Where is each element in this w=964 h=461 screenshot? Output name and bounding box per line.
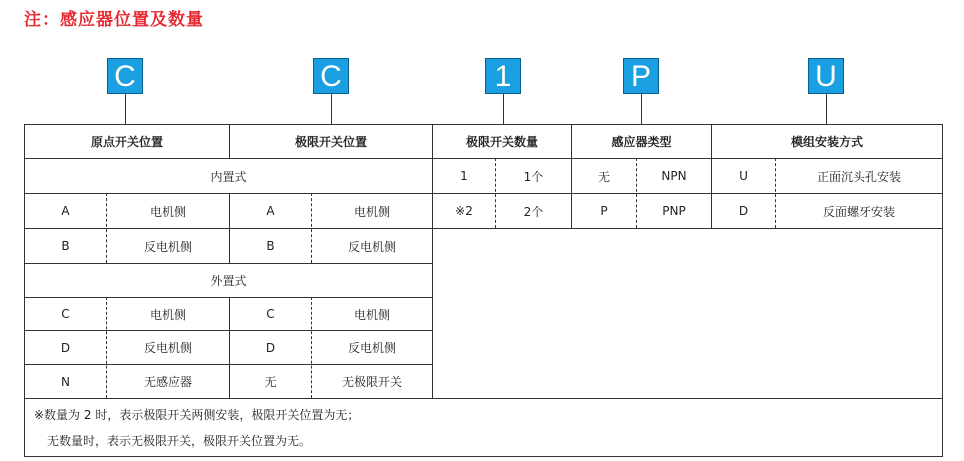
limit-count-desc: 1个 — [523, 169, 544, 184]
connector-line — [503, 94, 504, 124]
connector-line — [125, 94, 126, 124]
connector-line — [641, 94, 642, 124]
limit-external-desc: 反电机侧 — [347, 341, 396, 355]
mount-desc: 正面沉头孔安装 — [816, 169, 901, 184]
sensor-type-code: 无 — [597, 169, 610, 184]
code-box-mount: U — [808, 58, 844, 94]
connector-line — [826, 94, 827, 124]
origin-internal-desc: 反电机侧 — [143, 239, 192, 254]
origin-external-desc: 反电机侧 — [143, 341, 192, 355]
limit-internal-desc: 电机侧 — [353, 204, 390, 219]
limit-external-desc: 电机侧 — [353, 307, 390, 322]
sensor-type-code: P — [600, 204, 608, 218]
mount-desc: 反面螺牙安装 — [822, 204, 895, 219]
limit-count-code: 1 — [460, 169, 468, 183]
note-line-2: 无数量时，表示无极限开关，极限开关位置为无。 — [47, 434, 312, 448]
sensor-type-desc: NPN — [661, 169, 687, 183]
page-heading: 注：感应器位置及数量 — [24, 10, 204, 30]
header-limit-count: 极限开关数量 — [465, 135, 538, 149]
grid-line — [25, 398, 942, 399]
limit-count-desc: 2个 — [523, 204, 544, 219]
origin-external-code: N — [61, 374, 70, 389]
header-mount: 模组安装方式 — [790, 135, 863, 149]
code-box-limit: C — [313, 58, 349, 94]
limit-internal-desc: 反电机侧 — [347, 239, 396, 254]
origin-external-code: D — [60, 340, 71, 355]
note-line-1: ※数量为 2 时，表示极限开关两侧安装，极限开关位置为无； — [34, 408, 360, 422]
connector-line — [331, 94, 332, 124]
origin-internal-desc: 电机侧 — [149, 204, 186, 219]
header-limit-switch: 极限开关位置 — [294, 135, 367, 149]
limit-count-code: ※2 — [455, 204, 473, 218]
code-box-count: 1 — [485, 58, 521, 94]
sensor-spec-table — [24, 124, 943, 457]
header-origin-switch: 原点开关位置 — [90, 135, 163, 149]
origin-internal-code: A — [61, 204, 70, 218]
mount-code: U — [739, 169, 748, 183]
limit-external-code: D — [265, 340, 276, 355]
code-box-origin: C — [107, 58, 143, 94]
origin-external-desc: 电机侧 — [149, 307, 186, 322]
mount-code: D — [738, 204, 749, 218]
code-box-sensor: P — [623, 58, 659, 94]
limit-external-desc: 无极限开关 — [341, 375, 402, 389]
group-external-label: 外置式 — [210, 274, 247, 288]
limit-external-code: 无 — [264, 375, 277, 389]
limit-external-code: C — [266, 307, 275, 321]
sensor-type-desc: PNP — [662, 204, 686, 218]
limit-internal-code: B — [266, 239, 275, 253]
origin-external-code: C — [61, 307, 70, 321]
header-sensor-type: 感应器类型 — [611, 135, 672, 149]
limit-internal-code: A — [266, 204, 275, 218]
origin-internal-code: B — [61, 239, 70, 253]
origin-external-desc: 无感应器 — [143, 375, 192, 389]
group-internal-label: 内置式 — [210, 169, 247, 184]
